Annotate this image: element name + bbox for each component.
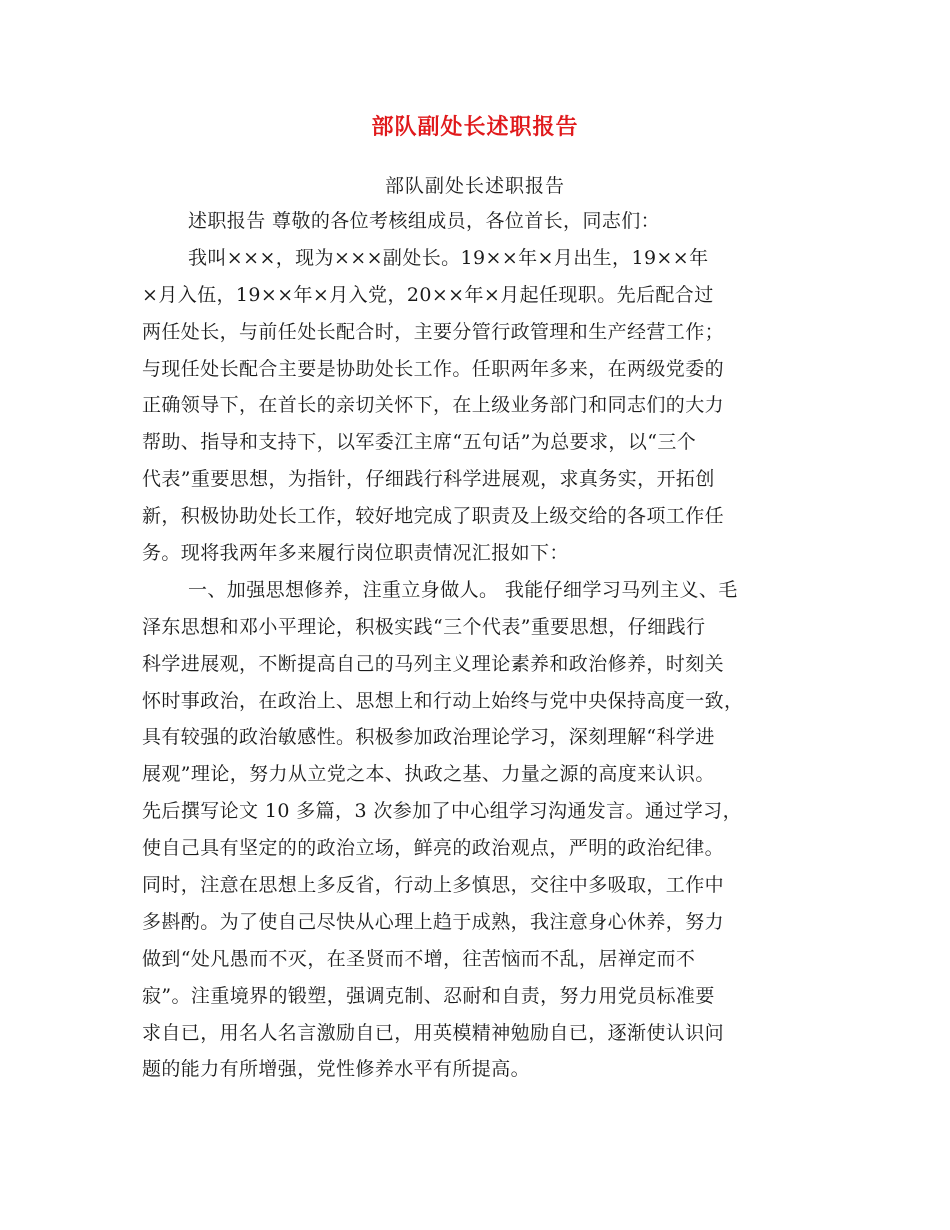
document-subtitle: 部队副处长述职报告 (384, 175, 565, 197)
document-title: 部队副处长述职报告 (371, 114, 579, 140)
text-line: 寂”。注重境界的锻塑，强调克制、忍耐和自责，努力用党员标准要 (142, 984, 715, 1007)
text-line: 多斟酌。为了使自己尽快从心理上趋于成熟，我注意身心休养，努力 (142, 910, 725, 933)
document-body (142, 203, 806, 1088)
text-line: 题的能力有所增强，党性修养水平有所提高。 (142, 1058, 531, 1081)
text-line: 具有较强的政治敏感性。积极参加政治理论学习，深刻理解“科学进 (142, 726, 715, 749)
text-line: 使自己具有坚定的的政治立场，鲜亮的政治观点，严明的政治纪律。 (142, 837, 725, 860)
text-line: 泽东思想和邓小平理论，积极实践“三个代表”重要思想，仔细践行 (142, 615, 706, 638)
text-line: 做到“处凡愚而不灭，在圣贤而不增，往苦恼而不乱，居禅定而不 (142, 947, 696, 970)
text-line: 同时，注意在思想上多反省，行动上多慎思，交往中多吸取，工作中 (142, 874, 725, 897)
text-line: 一、加强思想修养，注重立身做人。 我能仔细学习马列主义、毛 (188, 578, 738, 601)
text-line: 科学进展观，不断提高自己的马列主义理论素养和政治修养，时刻关 (142, 652, 725, 675)
text-line: 帮助、指导和支持下，以军委江主席“五句话”为总要求，以“三个 (142, 431, 697, 454)
text-line: 与现任处长配合主要是协助处长工作。任职两年多来，在两级党委的 (142, 357, 725, 380)
text-line: 新，积极协助处长工作，较好地完成了职责及上级交给的各项工作任 (142, 505, 725, 528)
text-line: 正确领导下，在首长的亲切关怀下，在上级业务部门和同志们的大力 (142, 394, 725, 417)
text-line: 务。现将我两年多来履行岗位职责情况汇报如下： (142, 542, 569, 565)
text-line: 述职报告 尊敬的各位考核组成员，各位首长，同志们： (188, 210, 661, 232)
text-line: ×月入伍，19××年×月入党，20××年×月起任现职。先后配合过 (142, 283, 714, 306)
text-line: 两任处长，与前任处长配合时，主要分管行政管理和生产经营工作； (142, 320, 725, 343)
text-line: 我叫×××，现为×××副处长。19××年×月出生，19××年 (188, 246, 709, 269)
text-line: 先后撰写论文 10 多篇，3 次参加了中心组学习沟通发言。通过学习， (142, 800, 742, 823)
text-line: 求自已，用名人名言激励自已，用英模精神勉励自已，逐渐使认识问 (142, 1021, 725, 1044)
text-line: 怀时事政治，在政治上、思想上和行动上始终与党中央保持高度一致， (142, 689, 744, 712)
text-line: 代表”重要思想，为指针，仔细践行科学进展观，求真务实，开拓创 (142, 468, 715, 491)
text-line: 展观”理论，努力从立党之本、执政之基、力量之源的高度来认识。 (142, 763, 715, 786)
